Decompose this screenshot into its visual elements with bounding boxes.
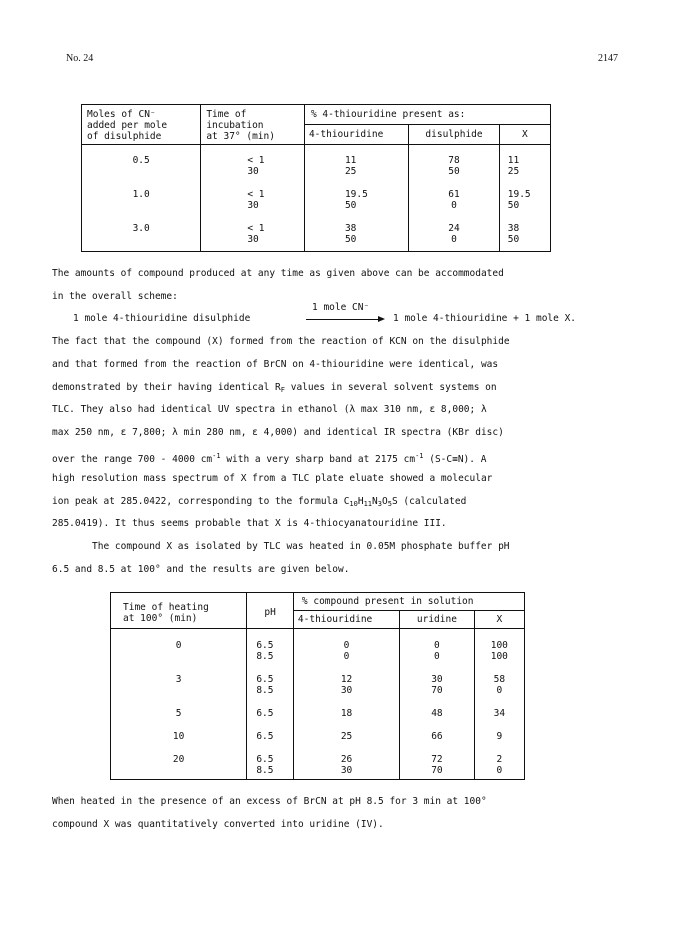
table1-header-time: Time of incubation at 37° (min) [201,105,305,145]
body-line: The compound X as isolated by TLC was heated in 0.05M phosphate buffer pH [92,541,510,552]
table2-header-x: X [474,611,524,629]
body-line: 285.0419). It thus seems probable that X is 4-thiocyanatouridine III. [52,518,447,529]
table-row: 5 6.5 18 48 34 [111,696,525,719]
table1-header-disulphide: disulphide [409,125,500,145]
table-heating-results [110,592,525,780]
arrow-label: 1 mole CN⁻ [312,302,370,313]
body-line: over the range 700 - 4000 $cm^{-1}$ with a very sharp band at 2175 $cm^{-1}$ (S-C≡N). A [52,452,487,465]
body-line: compound X was quantitatively converted into uridine (IV). [52,819,384,830]
table2-header-uridine: uridine [400,611,474,629]
body-line: The amounts of compound produced at any time as given above can be accommodated [52,268,504,279]
table-row: 20 6.5 8.5 26 30 72 70 2 0 [111,742,525,780]
reaction-arrow [306,319,382,320]
body-line: TLC. They also had identical UV spectra in ethanol (λ max 310 nm, ε 8,000; λ [52,404,487,415]
body-line: high resolution mass spectrum of X from a TLC plate eluate showed a molecular [52,473,493,484]
arrow-head-icon [378,316,385,322]
body-line: in the overall scheme: [52,291,178,302]
table-row: 0 6.5 8.5 0 0 0 0 100 100 [111,629,525,663]
table2-header-time: Time of heating at 100° (min) [111,593,247,629]
table-row: 3.0 < 1 30 38 50 24 0 38 50 [82,211,551,252]
table-cyanide-disulphide [81,104,551,252]
table2-header-percent: % compound present in solution [293,593,524,611]
body-line: demonstrated by their having identical $R_F$ values in several solvent systems on [52,382,497,394]
table1-header-moles: Moles of CN⁻ added per mole of disulphide [82,105,201,145]
body-line: and that formed from the reaction of BrCN on 4-thiouridine were identical, was [52,359,499,370]
table1-header-thio: 4-thiouridine [304,125,408,145]
page-number: 2147 [598,53,618,64]
body-line: When heated in the presence of an excess of BrCN at pH 8.5 for 3 min at 100° [52,796,487,807]
table-row: 10 6.5 25 66 9 [111,719,525,742]
body-line: 6.5 and 8.5 at 100° and the results are given below. [52,564,350,575]
table2-header-ph: pH [247,593,294,629]
body-line: max 250 nm, ε 7,800; λ min 280 nm, ε 4,000) and identical IR spectra (KBr disc) [52,427,504,438]
table-row: 3 6.5 8.5 12 30 30 70 58 0 [111,662,525,696]
table1-header-percent: % 4-thiouridine present as: [304,105,550,125]
journal-number: No. 24 [66,53,94,64]
body-line: The fact that the compound (X) formed from the reaction of KCN on the disulphide [52,336,510,347]
table-row: 0.5 < 1 30 11 25 78 50 11 25 [82,145,551,178]
table-row: 1.0 < 1 30 19.5 50 61 0 19.5 50 [82,177,551,211]
table2-header-thio: 4-thiouridine [293,611,399,629]
body-line: ion peak at 285.0422, corresponding to the formula $C_{10}H_{11}N_3O_5S$ (calculated [52,496,467,508]
scheme-left: 1 mole 4-thiouridine disulphide [73,313,251,324]
scheme-right: 1 mole 4-thiouridine + 1 mole X. [393,313,577,324]
table1-header-x: X [499,125,550,145]
